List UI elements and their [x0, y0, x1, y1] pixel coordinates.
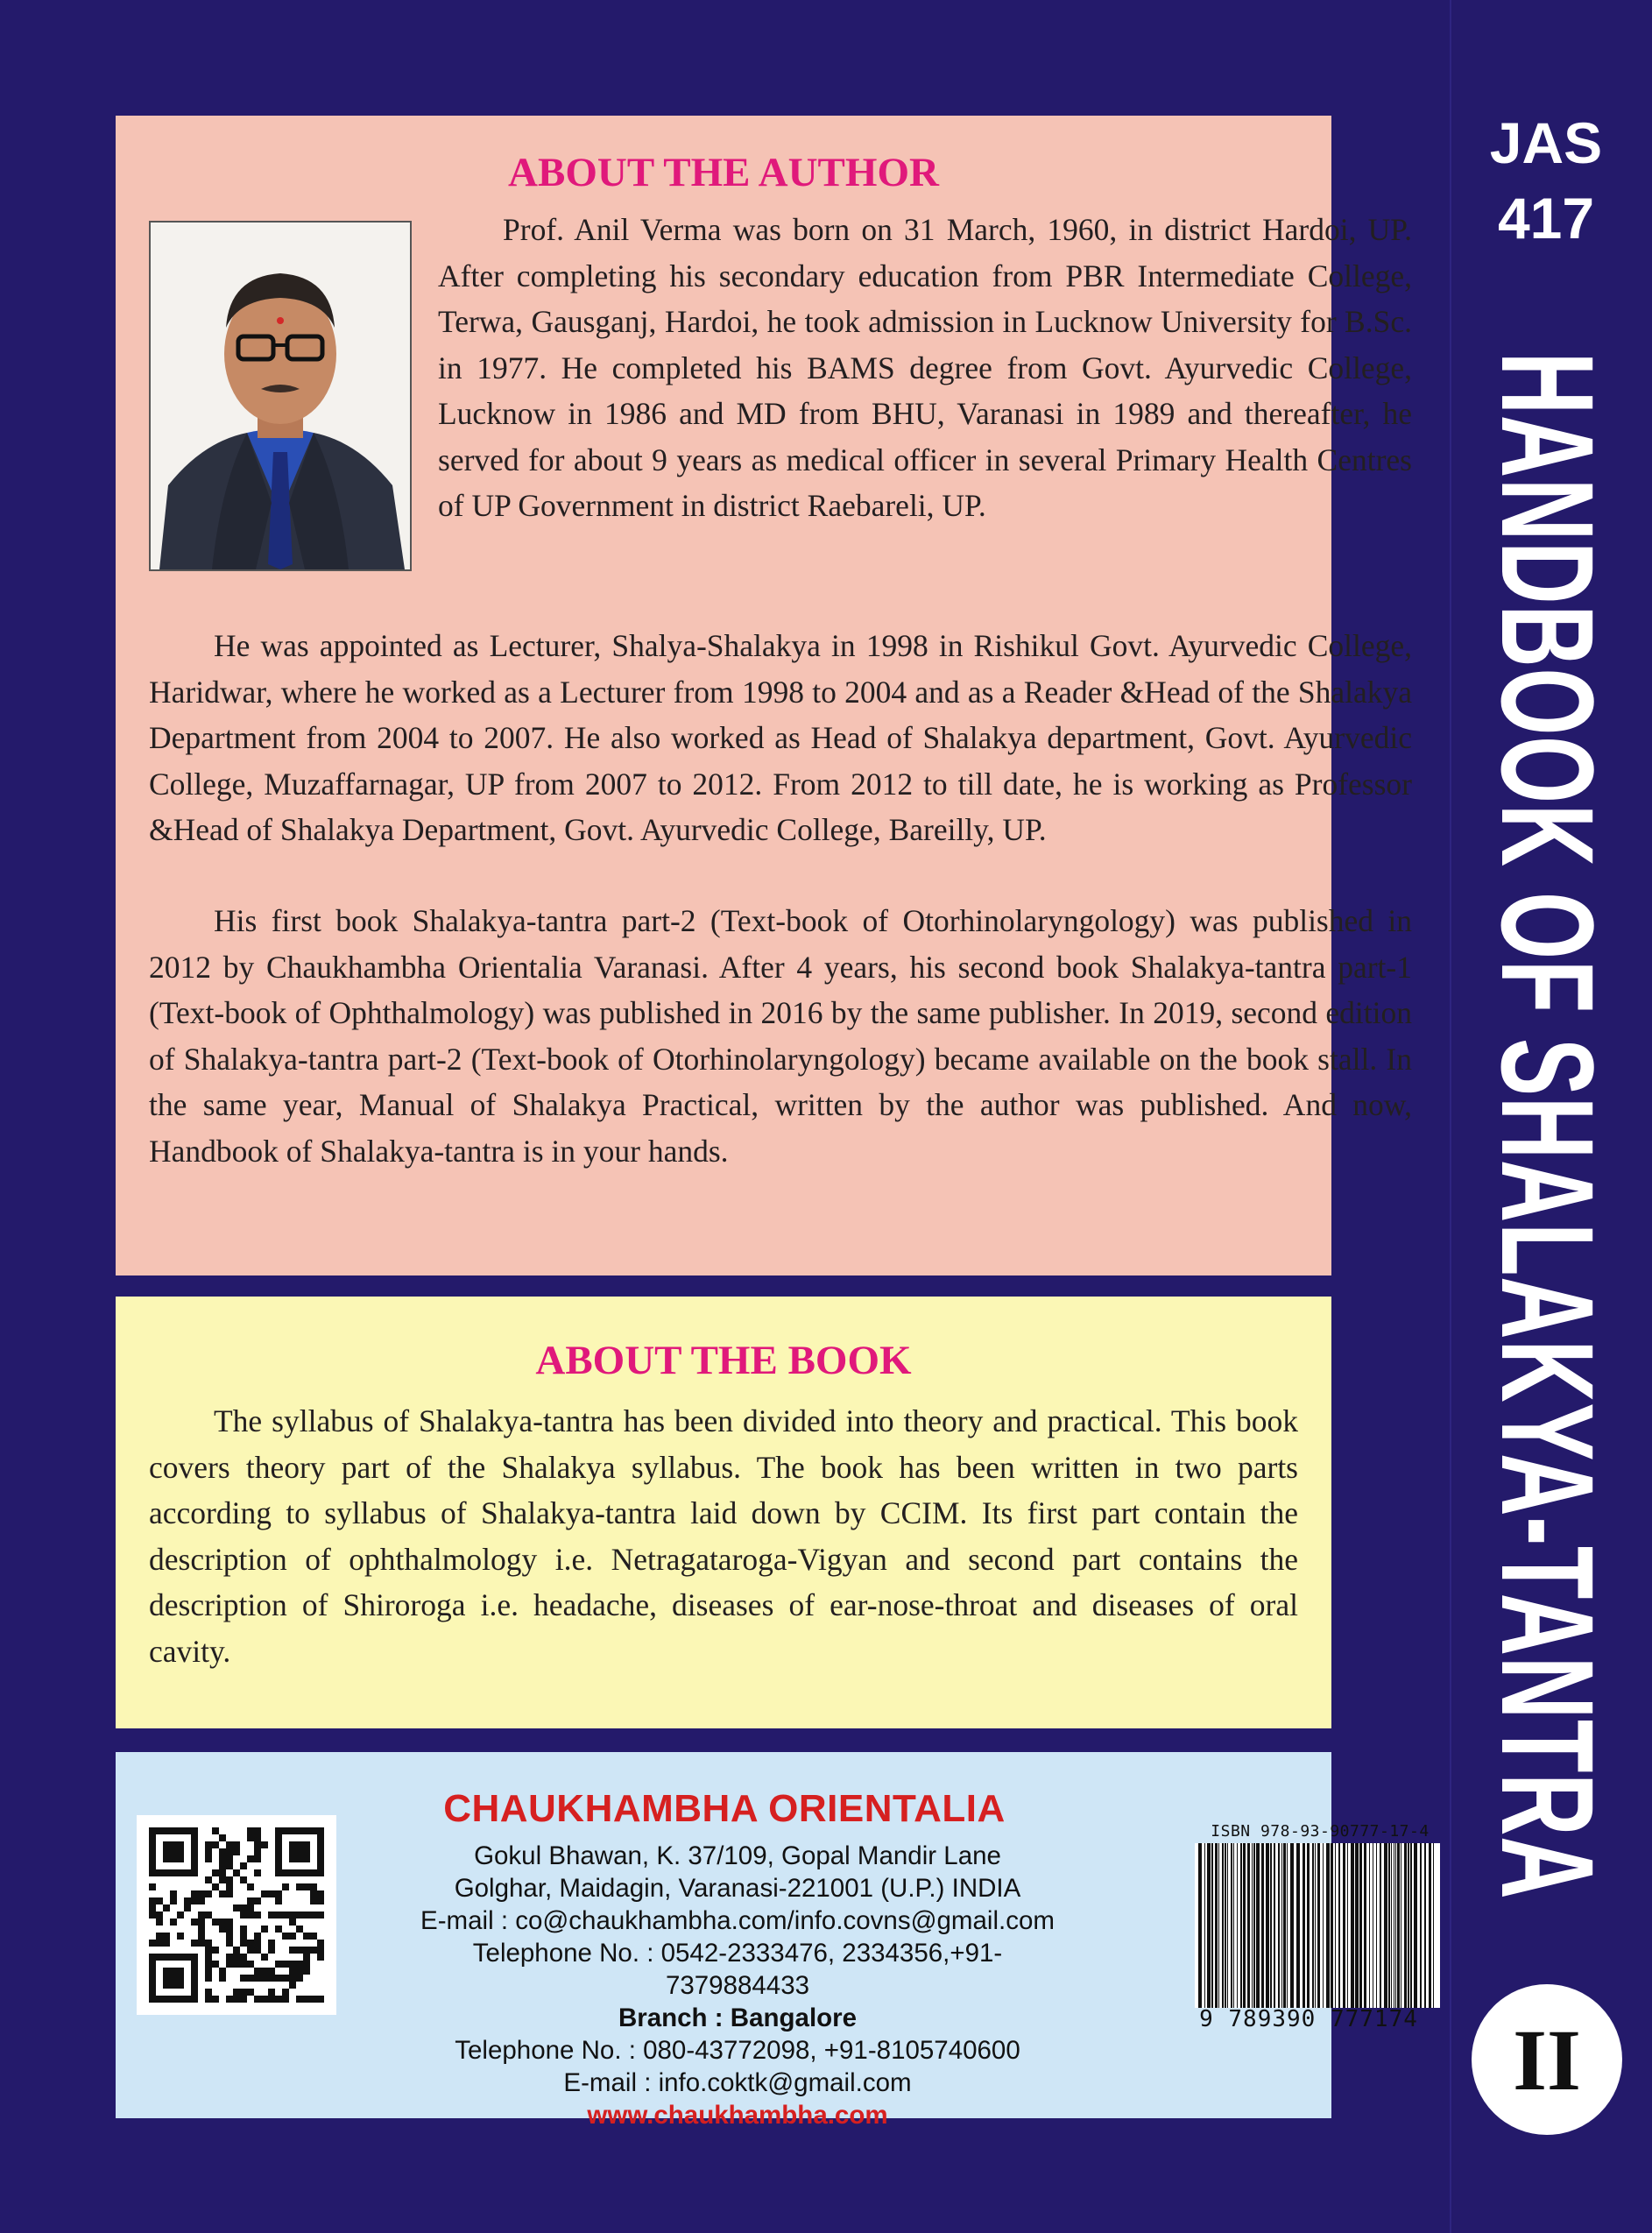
qr-module: [289, 1933, 296, 1940]
qr-module: [303, 1947, 310, 1954]
barcode-bar: [1303, 1843, 1305, 2008]
barcode-image: [1195, 1843, 1440, 2008]
qr-module: [226, 1848, 233, 1855]
qr-module: [240, 1940, 247, 1947]
about-author-panel: [116, 116, 1412, 1275]
qr-module: [240, 1996, 247, 2003]
qr-module: [170, 1890, 177, 1897]
qr-module: [289, 1947, 296, 1954]
series-code-line1: JAS: [1489, 110, 1603, 175]
qr-module: [149, 1883, 156, 1890]
about-book-panel: [116, 1297, 1331, 1728]
qr-module: [296, 1975, 303, 1982]
barcode-bar: [1243, 1843, 1246, 2008]
barcode-bar: [1198, 1843, 1202, 2008]
isbn-label: ISBN 978-93-90777-17-4: [1211, 1822, 1430, 1841]
barcode-bar: [1414, 1843, 1417, 2008]
qr-module: [289, 1975, 296, 1982]
barcode-bar: [1222, 1843, 1224, 2008]
qr-module: [275, 1975, 282, 1982]
qr-module: [149, 1904, 156, 1911]
author-paragraph-1: Prof. Anil Verma was born on 31 March, 1960, in district Hardoi, UP. After completing his secondary education from PBR Intermediate College, Terwa, Gausganj, Hardoi, he took admission in Lucknow University for B.Sc. in 1977. He completed his BAMS degree from Govt. Ayurvedic College, Lucknow in 1986 and MD from BHU, Varanasi in 1989 and thereafter, he served for about 9 years as medical officer in several Primary Health Centres of UP Government in district Raebareli, UP.: [438, 212, 1412, 523]
barcode-bar: [1391, 1843, 1392, 2008]
spine-title: HANDBOOK OF SHALAKYA-TANTRA: [1474, 351, 1621, 1900]
qr-module: [282, 1989, 289, 1996]
qr-module: [198, 1919, 205, 1926]
qr-module: [191, 1890, 198, 1897]
qr-module: [261, 1926, 268, 1933]
qr-module: [205, 1989, 212, 1996]
qr-module: [282, 1975, 289, 1982]
qr-module: [240, 1862, 247, 1869]
qr-module: [254, 1975, 261, 1982]
qr-module: [205, 1975, 212, 1982]
barcode-bar: [1420, 1843, 1422, 2008]
qr-module: [198, 1933, 205, 1940]
publisher-contact: [413, 1840, 1062, 2131]
qr-module: [233, 1848, 240, 1855]
qr-module: [240, 1911, 247, 1919]
qr-module: [205, 1841, 212, 1848]
qr-module: [219, 1869, 226, 1876]
qr-module: [219, 1876, 226, 1883]
qr-module: [212, 1869, 219, 1876]
qr-code-image: [137, 1815, 336, 2015]
qr-module: [170, 1919, 177, 1926]
barcode-bar: [1270, 1843, 1272, 2008]
qr-module: [149, 1940, 156, 1947]
qr-module: [184, 1897, 191, 1904]
barcode-bar: [1218, 1843, 1219, 2008]
barcode-bar: [1215, 1843, 1218, 2008]
qr-module: [226, 1933, 233, 1940]
qr-module: [219, 1834, 226, 1841]
barcode-bar: [1395, 1843, 1396, 2008]
qr-module: [303, 1883, 310, 1890]
qr-module: [303, 1961, 310, 1968]
qr-module: [205, 1947, 212, 1954]
qr-module: [268, 1940, 275, 1947]
publisher-telephone: Telephone No. : 0542-2333476, 2334356,+91-7379884433: [472, 1939, 1003, 2000]
qr-module: [233, 1961, 240, 1968]
qr-module: [296, 1926, 303, 1933]
qr-module: [317, 1897, 324, 1904]
qr-module: [163, 1933, 170, 1940]
qr-module: [296, 1968, 303, 1975]
barcode-bar: [1384, 1843, 1387, 2008]
qr-module: [282, 1933, 289, 1940]
qr-module: [149, 1897, 156, 1904]
barcode-bar: [1388, 1843, 1390, 2008]
qr-module: [233, 1954, 240, 1961]
qr-code: [137, 1815, 336, 2015]
barcode-bar: [1355, 1843, 1359, 2008]
qr-module: [282, 1911, 289, 1919]
qr-module: [170, 1897, 177, 1904]
publisher-name: CHAUKHAMBHA ORIENTALIA: [443, 1787, 1006, 1830]
qr-module: [191, 1919, 198, 1926]
branch-email[interactable]: E-mail : info.coktk@gmail.com: [563, 2068, 912, 2097]
qr-module: [177, 1933, 184, 1940]
qr-module: [205, 1961, 212, 1968]
qr-module: [191, 1940, 198, 1947]
qr-module: [226, 1890, 233, 1897]
qr-module: [219, 1890, 226, 1897]
qr-module: [226, 1996, 233, 2003]
series-code-line2: 417: [1497, 186, 1595, 251]
barcode-bar: [1404, 1843, 1407, 2008]
qr-module: [233, 1869, 240, 1876]
qr-module: [254, 1933, 261, 1940]
qr-module: [296, 1883, 303, 1890]
qr-module: [198, 1940, 205, 1947]
qr-module: [289, 1982, 296, 1989]
qr-module: [282, 1996, 289, 2003]
qr-module: [268, 1890, 275, 1897]
qr-module: [240, 1876, 247, 1883]
qr-module: [163, 1904, 170, 1911]
qr-module: [198, 1897, 205, 1904]
qr-module: [296, 1947, 303, 1954]
barcode-bar: [1380, 1843, 1381, 2008]
qr-module: [156, 1919, 163, 1926]
barcode-bar: [1369, 1843, 1370, 2008]
qr-module: [191, 1897, 198, 1904]
qr-module: [205, 1996, 212, 2003]
qr-module: [275, 1911, 282, 1919]
qr-module: [240, 1989, 247, 1996]
qr-module: [303, 1933, 310, 1940]
qr-module: [275, 1890, 282, 1897]
barcode-bar: [1281, 1843, 1282, 2008]
barcode-bar: [1278, 1843, 1280, 2008]
barcode-bar: [1204, 1843, 1205, 2008]
barcode-bar: [1211, 1843, 1213, 2008]
qr-module: [226, 1841, 233, 1848]
qr-module: [317, 1954, 324, 1961]
barcode-bar: [1253, 1843, 1255, 2008]
qr-module: [205, 1876, 212, 1883]
qr-module: [317, 1940, 324, 1947]
qr-module: [268, 1968, 275, 1975]
qr-module: [163, 1940, 170, 1947]
publisher-email[interactable]: E-mail : co@chaukhambha.com/info.covns@gmail.com: [420, 1906, 1055, 1935]
qr-module: [226, 1855, 233, 1862]
barcode-bar: [1335, 1843, 1336, 2008]
qr-module: [240, 1954, 247, 1961]
qr-module: [254, 1968, 261, 1975]
qr-module: [310, 1883, 317, 1890]
qr-module: [226, 1876, 233, 1883]
qr-module: [254, 1911, 261, 1919]
qr-module: [247, 1947, 254, 1954]
qr-module: [219, 1975, 226, 1982]
barcode-bar: [1347, 1843, 1348, 2008]
qr-module: [317, 1911, 324, 1919]
barcode-bar: [1429, 1843, 1431, 2008]
qr-module: [247, 1897, 254, 1904]
qr-module: [205, 1968, 212, 1975]
qr-module: [254, 1940, 261, 1947]
qr-module: [156, 1940, 163, 1947]
qr-module: [254, 1855, 261, 1862]
qr-module: [205, 1855, 212, 1862]
qr-module: [310, 1911, 317, 1919]
qr-module: [310, 1947, 317, 1954]
qr-module: [219, 1862, 226, 1869]
qr-module: [226, 1954, 233, 1961]
qr-module: [212, 1947, 219, 1954]
qr-module: [247, 1911, 254, 1919]
barcode-bar: [1247, 1843, 1250, 2008]
isbn-digits: 9 789390 777174: [1199, 2006, 1418, 2032]
qr-module: [149, 1911, 156, 1919]
qr-module: [198, 1911, 205, 1919]
qr-module: [212, 1841, 219, 1848]
barcode-bar: [1266, 1843, 1269, 2008]
barcode-bar: [1376, 1843, 1377, 2008]
qr-module: [254, 1996, 261, 2003]
qr-module: [198, 1890, 205, 1897]
qr-module: [317, 1890, 324, 1897]
qr-module: [261, 1975, 268, 1982]
qr-module: [219, 1926, 226, 1933]
qr-module: [247, 1834, 254, 1841]
barcode-bar: [1331, 1843, 1333, 2008]
publisher-address-line2: Golghar, Maidagin, Varanasi-221001 (U.P.) INDIA: [454, 1874, 1021, 1903]
qr-module: [240, 1926, 247, 1933]
qr-module: [212, 1883, 219, 1890]
barcode-bar: [1240, 1843, 1242, 2008]
qr-module: [233, 1904, 240, 1911]
barcode-bar: [1207, 1843, 1211, 2008]
qr-module: [317, 1947, 324, 1954]
barcode-bar: [1283, 1843, 1286, 2008]
barcode-bar: [1323, 1843, 1324, 2008]
barcode-bar: [1315, 1843, 1316, 2008]
qr-module: [289, 1911, 296, 1919]
qr-module: [303, 1911, 310, 1919]
barcode-bar: [1237, 1843, 1238, 2008]
qr-module: [226, 1940, 233, 1947]
qr-module: [282, 1883, 289, 1890]
qr-module: [247, 1855, 254, 1862]
qr-module: [233, 1841, 240, 1848]
qr-module: [205, 1848, 212, 1855]
qr-module: [240, 1904, 247, 1911]
qr-module: [275, 1961, 282, 1968]
qr-module: [205, 1890, 212, 1897]
qr-module: [289, 1968, 296, 1975]
barcode-bar: [1433, 1843, 1434, 2008]
qr-module: [261, 1996, 268, 2003]
barcode-bar: [1326, 1843, 1330, 2008]
qr-module: [268, 1996, 275, 2003]
barcode-bar: [1364, 1843, 1366, 2008]
qr-module: [226, 1862, 233, 1869]
qr-module: [240, 1975, 247, 1982]
qr-module: [261, 1968, 268, 1975]
barcode-bar: [1397, 1843, 1400, 2008]
spine-divider: [1450, 0, 1451, 2233]
qr-module: [296, 1996, 303, 2003]
author-paragraph-3: His first book Shalakya-tantra part-2 (Text-book of Otorhinolaryngology) was published in 2012 by Chaukhambha Orientalia Varanasi. After 4 years, his second book Shalakya-tantra part-1 (Text-book of Ophthalmology) was published in 2016 by the same publisher. In 2019, second edition of Shalakya-tantra part-2 (Text-book of Otorhinolaryngology) became available on the book stall. In the same year, Manual of Shalakya Practical, written by the author was published. And now, Handbook of Shalakya-tantra is in your hands.: [149, 903, 1412, 1169]
qr-module: [303, 1968, 310, 1975]
barcode-bar: [1256, 1843, 1260, 2008]
barcode-bar: [1408, 1843, 1409, 2008]
qr-module: [310, 1890, 317, 1897]
barcode-bar: [1307, 1843, 1310, 2008]
barcode-bar: [1287, 1843, 1288, 2008]
barcode-bar: [1227, 1843, 1228, 2008]
qr-module: [268, 1947, 275, 1954]
publisher-panel: [116, 1752, 1430, 2130]
about-author-heading: ABOUT THE AUTHOR: [508, 150, 939, 195]
qr-module: [247, 1883, 254, 1890]
qr-module: [261, 1841, 268, 1848]
qr-module: [219, 1848, 226, 1855]
qr-module: [233, 1989, 240, 1996]
qr-module: [254, 1834, 261, 1841]
qr-module: [296, 1961, 303, 1968]
qr-module: [247, 1904, 254, 1911]
qr-module: [233, 1947, 240, 1954]
barcode-bar: [1274, 1843, 1275, 2008]
book-paragraph: The syllabus of Shalakya-tantra has been divided into theory and practical. This book covers theory part of the Shalakya syllabus. The book has been written in two parts according to syllabus of Shalakya-tantra laid down by CCIM. Its first part contain the description of ophthalmology i.e. Netragataroga-Vigyan and second part contains the description of Shiroroga i.e. headache, diseases of ear-nose-throat and diseases of oral cavity.: [149, 1403, 1298, 1669]
qr-module: [247, 1989, 254, 1996]
branch-telephone: Telephone No. : 080-43772098, +91-8105740600: [455, 2036, 1020, 2065]
barcode-bar: [1261, 1843, 1264, 2008]
qr-module: [289, 1919, 296, 1926]
author-portrait-image: [151, 223, 410, 569]
barcode-bar: [1296, 1843, 1300, 2008]
qr-module: [254, 1947, 261, 1954]
barcode-bar: [1410, 1843, 1412, 2008]
qr-module: [310, 1933, 317, 1940]
qr-module: [156, 1897, 163, 1904]
barcode-bar: [1359, 1843, 1362, 2008]
qr-module: [219, 1919, 226, 1926]
qr-module: [226, 1919, 233, 1926]
qr-module: [268, 1989, 275, 1996]
qr-module: [156, 1933, 163, 1940]
barcode-bar: [1351, 1843, 1354, 2008]
qr-module: [226, 1926, 233, 1933]
barcode-bar: [1312, 1843, 1314, 2008]
barcode-bar: [1231, 1843, 1232, 2008]
qr-module: [317, 1996, 324, 2003]
qr-module: [212, 1961, 219, 1968]
qr-module: [198, 1926, 205, 1933]
publisher-address-line1: Gokul Bhawan, K. 37/109, Gopal Mandir Lane: [474, 1841, 1001, 1870]
qr-module: [275, 1897, 282, 1904]
about-book-heading: ABOUT THE BOOK: [535, 1338, 912, 1383]
branch-label: Branch : Bangalore: [618, 2003, 858, 2032]
barcode-bar: [1290, 1843, 1294, 2008]
qr-module: [205, 1940, 212, 1947]
qr-module: [233, 1996, 240, 2003]
qr-module: [205, 1954, 212, 1961]
spine-title-area: [1474, 350, 1621, 1901]
barcode-bar: [1338, 1843, 1340, 2008]
qr-module: [184, 1904, 191, 1911]
qr-module: [275, 1996, 282, 2003]
volume-badge: II: [1472, 1984, 1622, 2135]
qr-module: [247, 1975, 254, 1982]
qr-module: [254, 1841, 261, 1848]
qr-module: [247, 1961, 254, 1968]
qr-module: [177, 1911, 184, 1919]
qr-module: [303, 1954, 310, 1961]
barcode-bar: [1424, 1843, 1426, 2008]
qr-module: [296, 1911, 303, 1919]
qr-module: [275, 1926, 282, 1933]
author-paragraph-2: He was appointed as Lecturer, Shalya-Shalakya in 1998 in Rishikul Govt. Ayurvedic College, Haridwar, where he worked as a Lecturer from 1998 to 2004 and as a Reader &Head of the Shalakya Department from 2004 to 2007. He also worked as Head of Shalakya department, Govt. Ayurvedic College, Muzaffarnagar, UP from 2007 to 2012. From 2012 to till date, he is working as Professor &Head of Shalakya Department, Govt. Ayurvedic College, Bareilly, UP.: [149, 628, 1412, 847]
qr-module: [226, 1883, 233, 1890]
barcode-bar: [1343, 1843, 1345, 2008]
qr-module: [247, 1940, 254, 1947]
qr-module: [254, 1869, 261, 1876]
qr-module: [219, 1855, 226, 1862]
qr-module: [240, 1933, 247, 1940]
qr-module: [254, 1848, 261, 1855]
series-code: [1463, 105, 1629, 256]
publisher-website-link[interactable]: www.chaukhambha.com: [587, 2101, 888, 2130]
barcode-bar: [1252, 1843, 1253, 2008]
barcode-bar: [1225, 1843, 1226, 2008]
qr-module: [212, 1919, 219, 1926]
qr-module: [268, 1911, 275, 1919]
qr-module: [240, 1961, 247, 1968]
qr-module: [226, 1961, 233, 1968]
barcode-bar: [1233, 1843, 1234, 2008]
qr-module: [310, 1897, 317, 1904]
qr-module: [310, 1996, 317, 2003]
qr-module: [219, 1968, 226, 1975]
qr-module: [289, 1961, 296, 1968]
qr-module: [212, 1996, 219, 2003]
qr-module: [261, 1954, 268, 1961]
qr-module: [156, 1911, 163, 1919]
barcode-bar: [1317, 1843, 1320, 2008]
qr-module: [282, 1961, 289, 1968]
qr-module: [303, 1996, 310, 2003]
qr-module: [205, 1911, 212, 1919]
qr-module: [268, 1975, 275, 1982]
qr-module: [254, 1897, 261, 1904]
qr-module: [261, 1890, 268, 1897]
author-photo: [149, 221, 412, 571]
